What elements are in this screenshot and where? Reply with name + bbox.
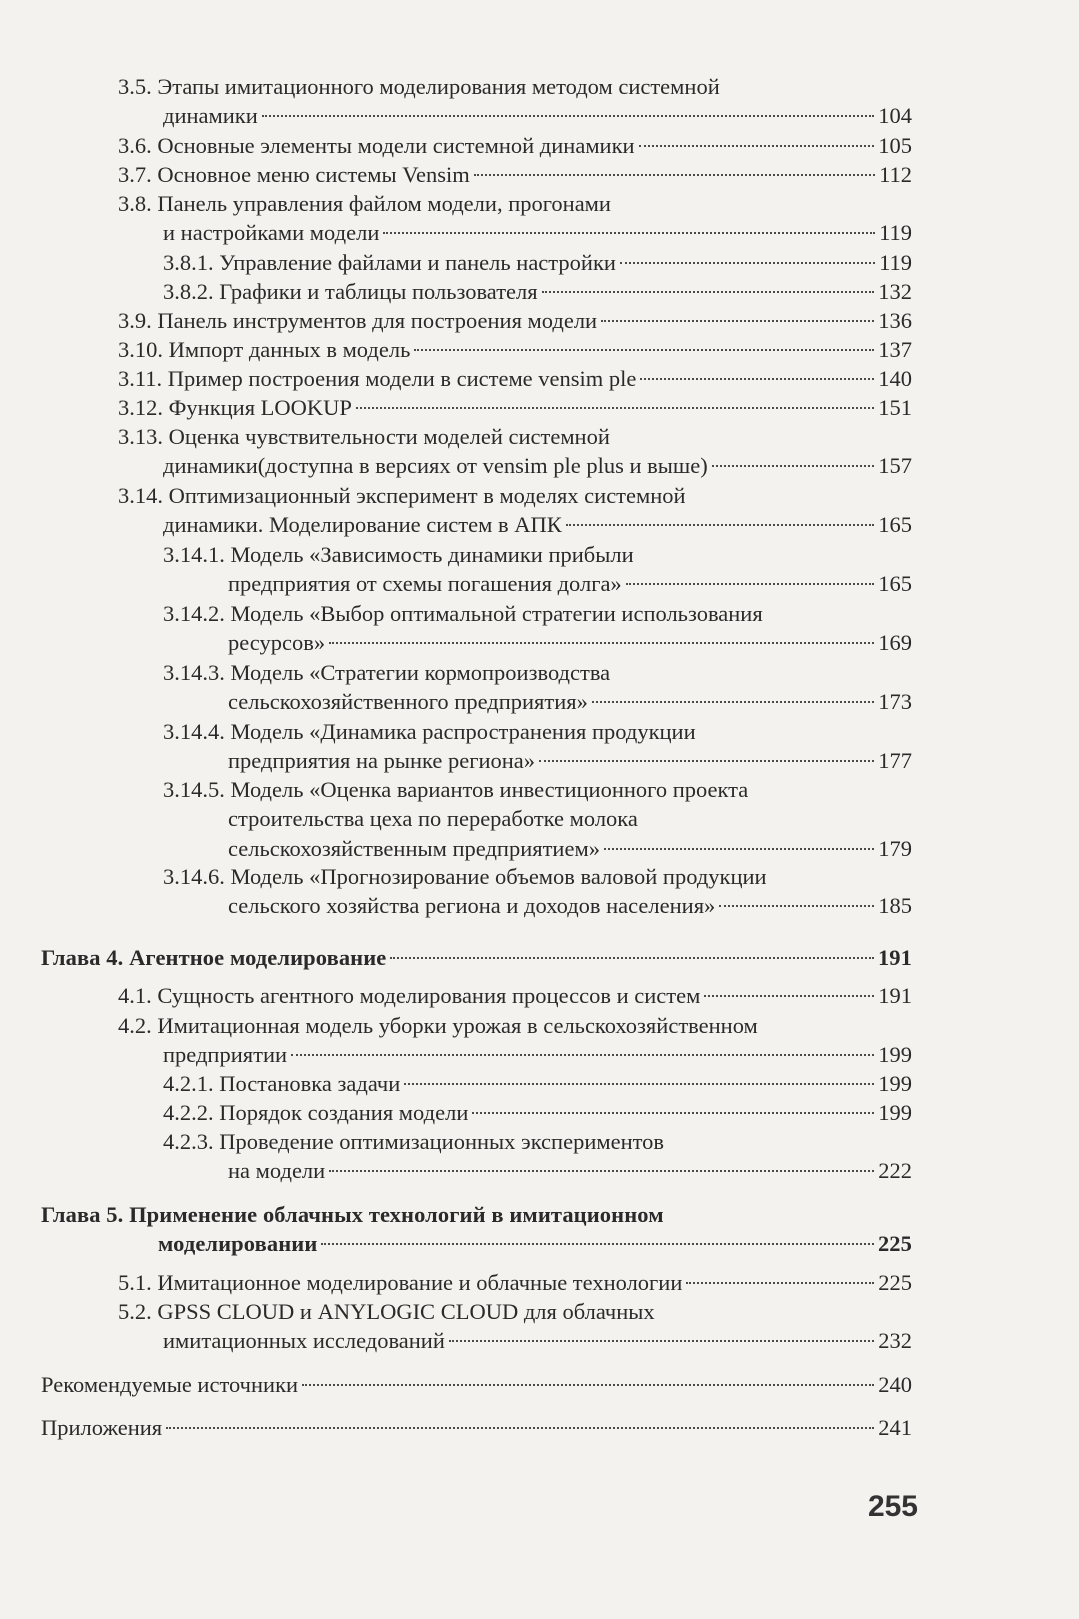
toc-entry-title: 4.2.3. Проведение оптимизационных экспериментов	[163, 1129, 665, 1154]
dot-leader	[601, 320, 874, 322]
toc-entry-line	[118, 189, 912, 219]
toc-entry-title: 4.2. Имитационная модель уборки урожая в сельскохозяйственном	[118, 1013, 758, 1038]
toc-entry-title: 5.1. Имитационное моделирование и облачные технологии	[118, 1270, 683, 1295]
toc-entry-page: 177	[878, 748, 912, 774]
toc-entry-line	[163, 218, 912, 248]
toc-entry-line	[228, 746, 912, 776]
toc-entry-title: строительства цеха по переработке молока	[228, 806, 638, 832]
toc-entry-title: 3.5. Этапы имитационного моделирования методом системной	[118, 74, 720, 99]
toc-entry-title: 3.13. Оценка чувствительности моделей системной	[118, 424, 610, 449]
toc-entry-line	[118, 422, 912, 452]
dot-leader	[383, 232, 875, 234]
dot-leader	[712, 465, 875, 467]
toc-entry-title: динамики(доступна в версиях от vensim ple plus и выше)	[163, 453, 708, 479]
toc-entry-title: 3.14.6. Модель «Прогнозирование объемов валовой продукции	[163, 864, 767, 889]
toc-entry-title: 3.14.3. Модель «Стратегии кормопроизводства	[163, 660, 611, 685]
toc-entry-title: 3.9. Панель инструментов для построения модели	[118, 308, 598, 333]
toc-entry-line	[163, 658, 912, 688]
toc-entry-title: моделировании	[158, 1231, 318, 1257]
toc-entry-line	[163, 1326, 912, 1356]
toc-entry-title: 4.2.2. Порядок создания модели	[163, 1100, 469, 1125]
toc-entry-page: 157	[878, 453, 912, 479]
toc-entry-line	[163, 510, 912, 540]
toc-entry-title: Приложения	[41, 1415, 163, 1440]
toc-entry-title: 3.8.2. Графики и таблицы пользователя	[163, 279, 538, 304]
toc-entry-page: 119	[879, 250, 912, 275]
toc-entry-title: 3.11. Пример построения модели в системе vensim ple	[118, 366, 637, 391]
toc-entry-title: 4.2.1. Постановка задачи	[163, 1071, 401, 1096]
toc-entry-line	[118, 981, 912, 1011]
toc-entry-line	[41, 1413, 912, 1443]
dot-leader	[414, 349, 874, 351]
toc-entry-line	[41, 1370, 912, 1400]
toc-entry-title: 3.14.4. Модель «Динамика распространения продукции	[163, 719, 696, 744]
toc-entry-line	[118, 481, 912, 511]
dot-leader	[474, 174, 875, 176]
toc-entry-page: 225	[878, 1270, 912, 1295]
dot-leader	[719, 905, 874, 907]
toc-entry-page: 241	[878, 1415, 912, 1440]
toc-entry-line	[228, 569, 912, 599]
toc-entry-line	[163, 1069, 912, 1099]
toc-entry-line	[163, 717, 912, 747]
toc-entry-title: 3.6. Основные элементы модели системной динамики	[118, 133, 635, 158]
toc-entry-title: динамики	[163, 103, 258, 129]
toc-entry-page: 165	[878, 571, 912, 597]
dot-leader	[604, 848, 874, 850]
dot-leader	[356, 407, 874, 409]
toc-entry-title: Глава 4. Агентное моделирование	[41, 945, 387, 970]
toc-entry-line	[228, 628, 912, 658]
toc-entry-page: 179	[878, 835, 912, 861]
toc-entry-title: 3.8. Панель управления файлом модели, прогонами	[118, 191, 611, 216]
toc-entry-title: 3.14. Оптимизационный эксперимент в моделях системной	[118, 483, 686, 508]
toc-entry-page: 151	[878, 395, 912, 420]
dot-leader	[291, 1054, 874, 1056]
toc-entry-page: 132	[878, 279, 912, 304]
dot-leader	[626, 583, 875, 585]
toc-entry-line	[118, 160, 912, 190]
toc-entry-title: 3.12. Функция LOOKUP	[118, 395, 352, 420]
dot-leader	[449, 1340, 874, 1342]
dot-leader	[390, 957, 874, 959]
toc-entry-title: сельскохозяйственного предприятия»	[228, 689, 588, 715]
toc-entry-line	[158, 1229, 912, 1259]
toc-entry-line	[163, 540, 912, 570]
toc-entry-line	[118, 306, 912, 336]
toc-entry-title: ресурсов»	[228, 630, 326, 656]
toc-entry-page: 104	[878, 103, 912, 129]
toc-entry-line	[163, 1040, 912, 1070]
dot-leader	[686, 1282, 874, 1284]
toc-entry-line	[228, 804, 912, 834]
toc-entry-line	[118, 364, 912, 394]
toc-entry-line	[228, 834, 912, 864]
toc-entry-line	[163, 248, 912, 278]
toc-entry-line	[118, 1268, 912, 1298]
toc-entry-title: Глава 5. Применение облачных технологий в имитационном	[41, 1202, 664, 1227]
toc-entry-title: и настройками модели	[163, 220, 380, 246]
toc-entry-title: сельского хозяйства региона и доходов населения»	[228, 893, 716, 919]
toc-entry-page: 225	[877, 1231, 912, 1257]
dot-leader	[539, 760, 874, 762]
toc-entry-line	[163, 451, 912, 481]
toc-entry-line	[41, 943, 912, 973]
toc-entry-page: 169	[878, 630, 912, 656]
toc-entry-title: предприятия на рынке региона»	[228, 748, 536, 774]
dot-leader	[262, 115, 874, 117]
toc-entry-line	[41, 1200, 912, 1230]
toc-entry-page: 199	[878, 1071, 912, 1096]
toc-entry-title: 3.7. Основное меню системы Vensim	[118, 162, 470, 187]
toc-entry-page: 165	[878, 512, 912, 538]
dot-leader	[566, 524, 875, 526]
toc-entry-title: 3.14.1. Модель «Зависимость динамики прибыли	[163, 542, 634, 567]
toc-entry-page: 173	[878, 689, 912, 715]
toc-entry-line	[163, 277, 912, 307]
toc-entry-page: 191	[878, 983, 912, 1008]
toc-entry-page: 199	[878, 1100, 912, 1125]
toc-entry-title: сельскохозяйственным предприятием»	[228, 835, 600, 861]
toc-entry-page: 112	[879, 162, 912, 187]
dot-leader	[166, 1427, 874, 1429]
toc-entry-page: 199	[878, 1042, 912, 1068]
toc-entry-line	[228, 891, 912, 921]
toc-entry-title: 3.14.5. Модель «Оценка вариантов инвестиционного проекта	[163, 777, 749, 802]
toc-entry-page: 191	[877, 945, 912, 970]
toc-entry-line	[163, 1127, 912, 1157]
toc-entry-line	[228, 1156, 912, 1186]
toc-entry-title: 3.10. Импорт данных в модель	[118, 337, 411, 362]
toc-entry-page: 232	[878, 1328, 912, 1354]
toc-entry-line	[163, 775, 912, 805]
toc-entry-line	[228, 687, 912, 717]
toc-entry-line	[118, 1297, 912, 1327]
toc-entry-line	[118, 72, 912, 102]
toc-entry-title: 4.1. Сущность агентного моделирования процессов и систем	[118, 983, 701, 1008]
dot-leader	[592, 701, 874, 703]
toc-entry-line	[163, 599, 912, 629]
toc-entry-title: 3.14.2. Модель «Выбор оптимальной стратегии использования	[163, 601, 763, 626]
toc-entry-line	[118, 1011, 912, 1041]
dot-leader	[329, 642, 874, 644]
toc-entry-line	[118, 393, 912, 423]
dot-leader	[302, 1384, 874, 1386]
toc-entry-title: на модели	[228, 1158, 326, 1184]
dot-leader	[640, 378, 874, 380]
toc-entry-page: 222	[878, 1158, 912, 1184]
toc-entry-line	[163, 101, 912, 131]
toc-entry-line	[163, 862, 912, 892]
toc-entry-page: 137	[878, 337, 912, 362]
dot-leader	[639, 145, 875, 147]
toc-entry-page: 119	[879, 220, 912, 246]
toc-entry-line	[118, 131, 912, 161]
toc-entry-line	[118, 335, 912, 365]
dot-leader	[404, 1083, 874, 1085]
page-number: 255	[867, 1490, 918, 1523]
toc-entry-page: 240	[878, 1372, 912, 1397]
toc-entry-title: имитационных исследований	[163, 1328, 445, 1354]
toc-entry-page: 105	[878, 133, 912, 158]
toc-entry-title: 3.8.1. Управление файлами и панель настройки	[163, 250, 616, 275]
dot-leader	[620, 262, 875, 264]
dot-leader	[704, 995, 874, 997]
dot-leader	[329, 1170, 874, 1172]
toc-entry-page: 136	[878, 308, 912, 333]
toc-entry-title: 5.2. GPSS CLOUD и ANYLOGIC CLOUD для облачных	[118, 1299, 655, 1324]
toc-entry-title: предприятии	[163, 1042, 288, 1068]
dot-leader	[321, 1243, 874, 1245]
dot-leader	[542, 291, 875, 293]
toc-entry-page: 140	[878, 366, 912, 391]
toc-entry-title: предприятия от схемы погашения долга»	[228, 571, 622, 597]
toc-entry-title: Рекомендуемые источники	[41, 1372, 299, 1397]
dot-leader	[472, 1112, 874, 1114]
toc-entry-page: 185	[878, 893, 912, 919]
toc-entry-title: динамики. Моделирование систем в АПК	[163, 512, 562, 538]
toc-entry-line	[163, 1098, 912, 1128]
